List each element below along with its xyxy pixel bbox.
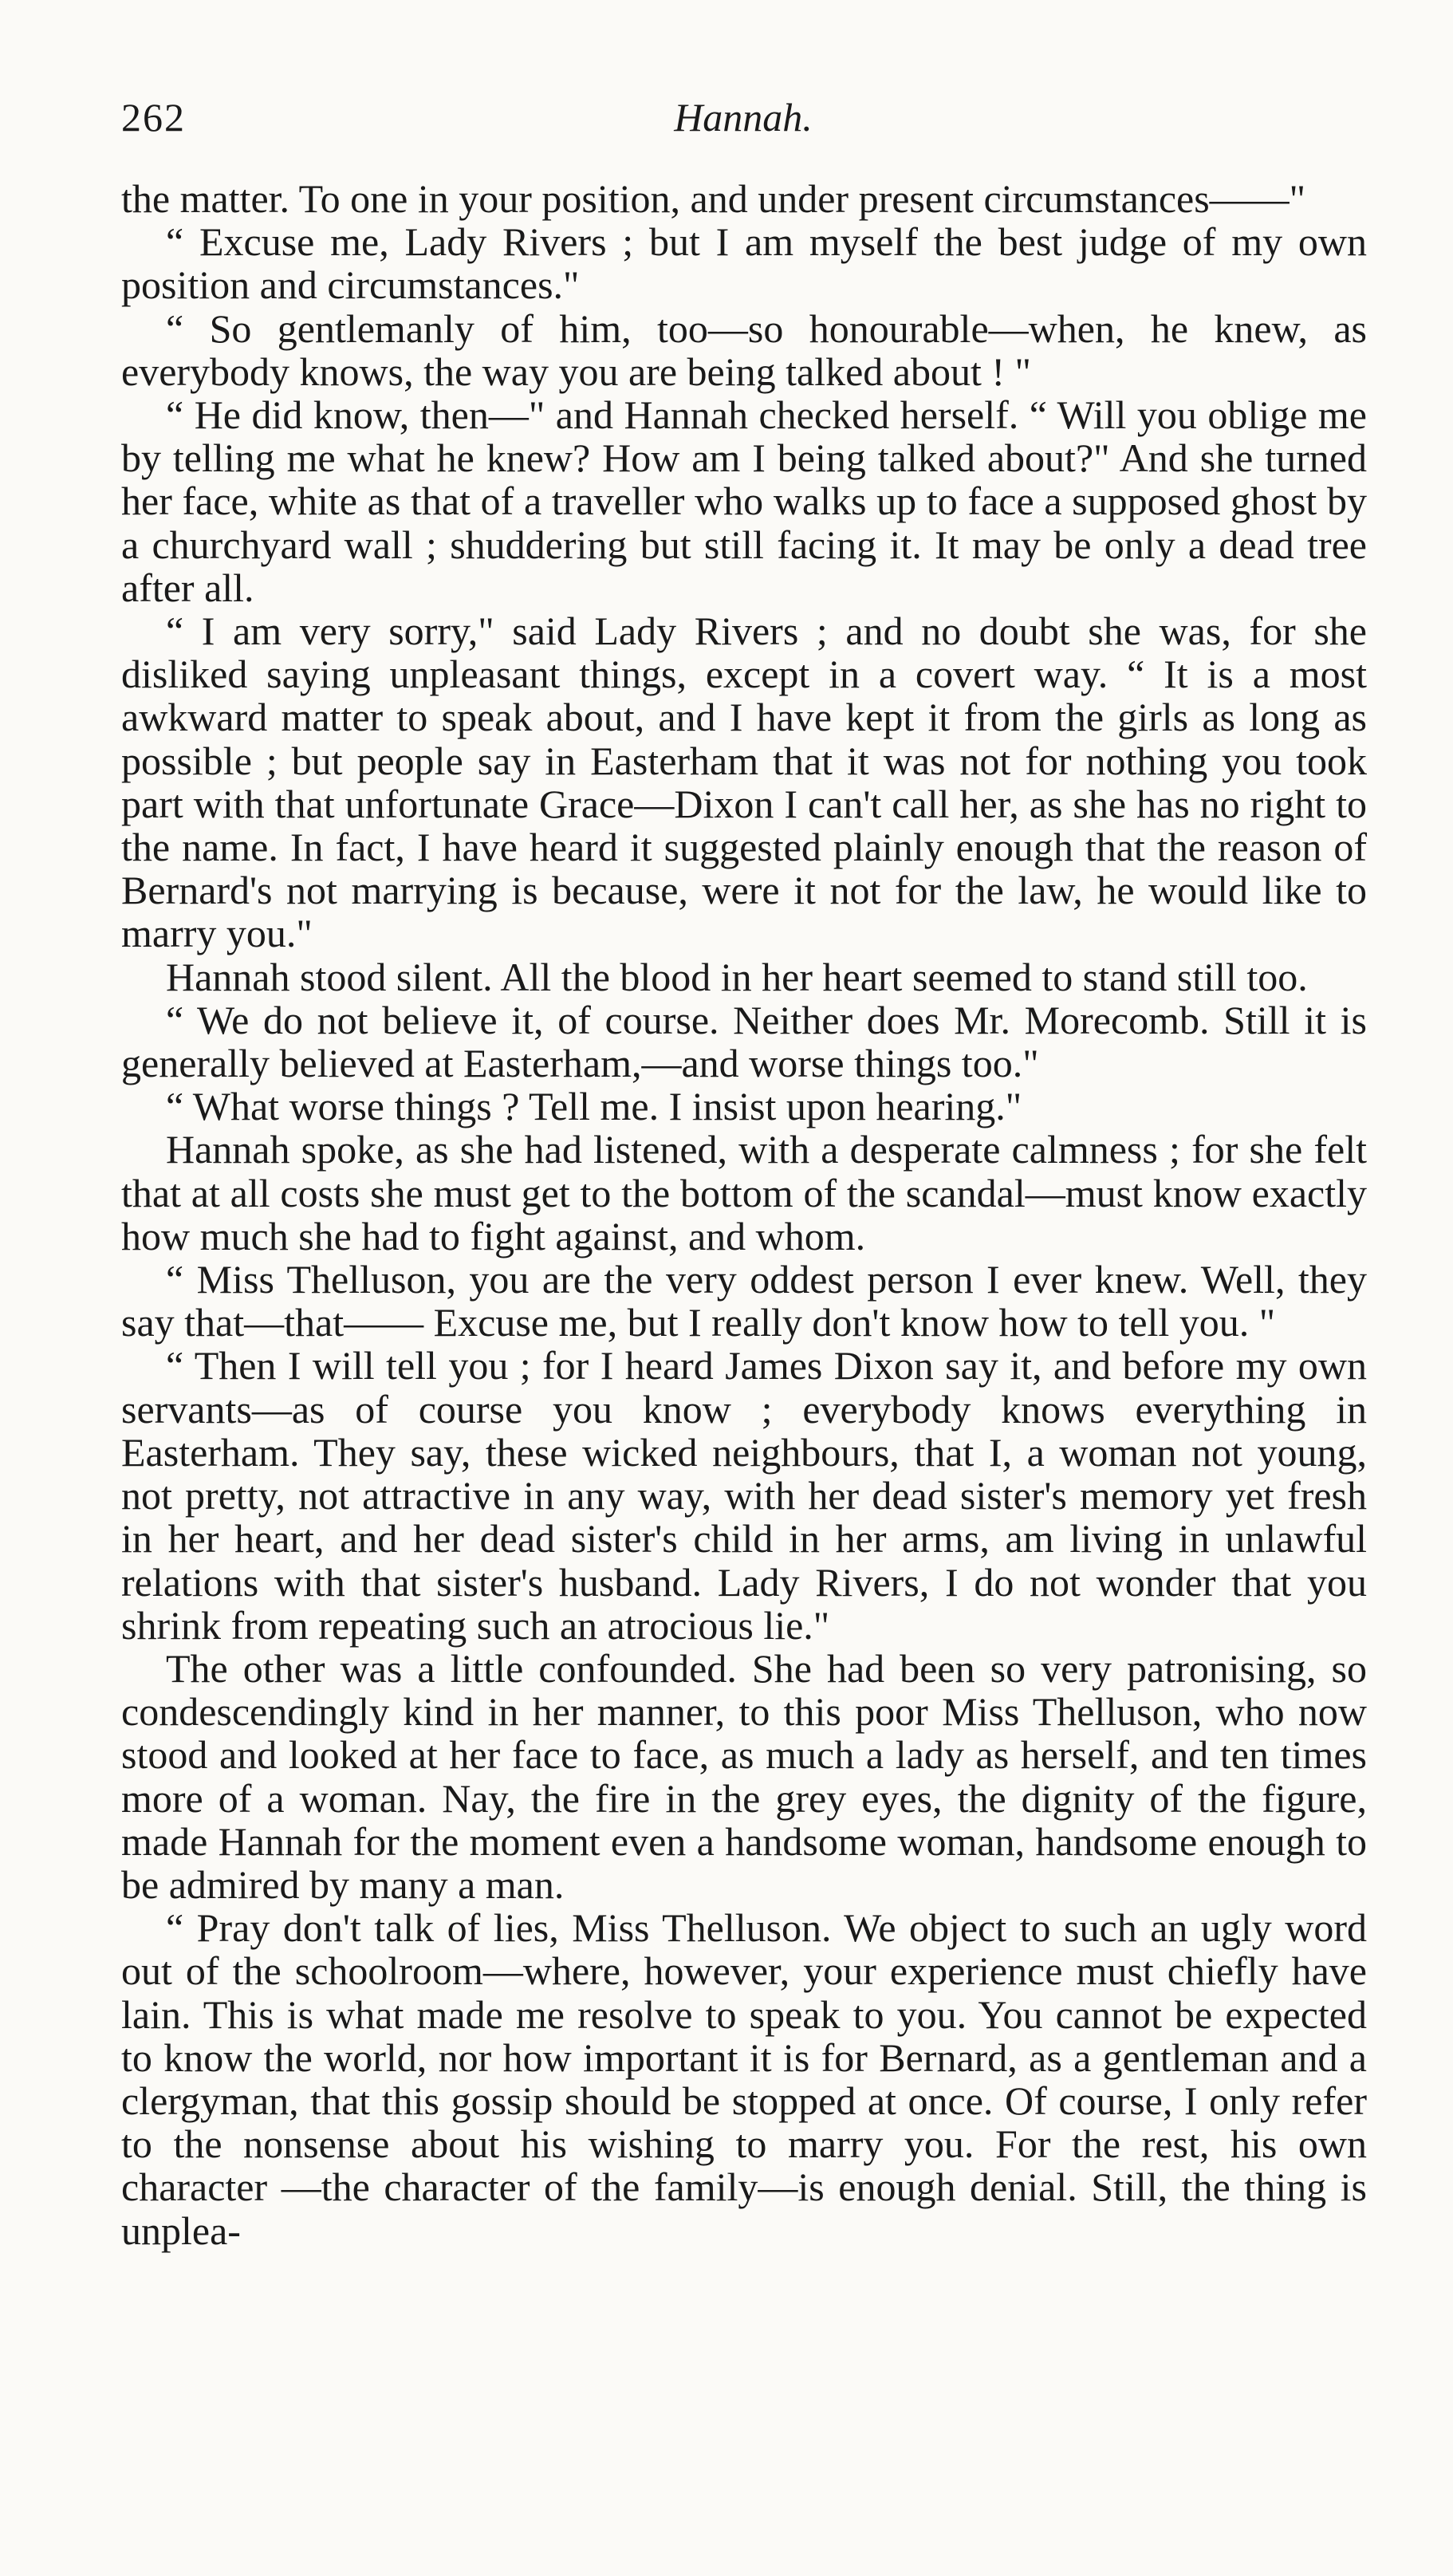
paragraph: “ He did know, then—" and Hannah checked herself. “ Will you oblige me by telling me what he knew? How am I being talked about?" And she turned her face, white as that of a traveller who walks up to face a supposed ghost by a churchyard wall ; shuddering but still facing it. It may be only a dead tree after all. bbox=[121, 392, 1367, 610]
paragraph: “ We do not believe it, of course. Neither does Mr. Morecomb. Still it is generally believed at Easterham,—and worse things too." bbox=[121, 997, 1367, 1086]
body-text bbox=[121, 177, 1367, 2252]
paragraph: “ So gentlemanly of him, too—so honourable—when, he knew, as everybody knows, the way you are being talked about ! " bbox=[121, 305, 1367, 394]
paragraph: “ Miss Thelluson, you are the very oddest person I ever knew. Well, they say that—that—— Excuse me, but I really don't know how to tell you. " bbox=[121, 1257, 1367, 1345]
paragraph: “ Pray don't talk of lies, Miss Thelluson. We object to such an ugly word out of the schoolroom—where, however, your experience must chiefly have lain. This is what made me resolve to speak to you. You cannot be expected to know the world, nor how important it is for Bernard, as a gentleman and a clergyman, that this gossip should be stopped at once. Of course, I only refer to the nonsense about his wishing to marry you. For the rest, his own character —the character of the family—is enough denial. Still, the thing is unplea- bbox=[121, 1905, 1367, 2253]
running-title: Hannah. bbox=[674, 95, 813, 140]
paragraph: Hannah spoke, as she had listened, with a desperate calmness ; for she felt that at all costs she must get to the bottom of the scandal—must know exactly how much she had to fight against, and whom. bbox=[121, 1127, 1367, 1258]
page-number: 262 bbox=[121, 95, 186, 140]
paragraph: “ I am very sorry," said Lady Rivers ; and no doubt she was, for she disliked saying unpleasant things, except in a covert way. “ It is a most awkward matter to speak about, and I have kept it from the girls as long as possible ; but people say in Easterham that it was not for nothing you took part with that unfortunate Grace—Dixon I can't call her, as she has no right to the name. In fact, I have heard it suggested plainly enough that the reason of Bernard's not marrying is because, were it not for the law, he would like to marry you." bbox=[121, 609, 1367, 956]
paragraph: Hannah stood silent. All the blood in her heart seemed to stand still too. bbox=[166, 954, 1308, 999]
paragraph: the matter. To one in your position, and under present circumstances——" bbox=[121, 176, 1306, 221]
paragraph: The other was a little confounded. She had been so very patronising, so condescendingly kind in her manner, to this poor Miss Thelluson, who now stood and looked at her face to face, as much a lady as herself, and ten times more of a woman. Nay, the fire in the grey eyes, the dignity of the figure, made Hannah for the moment even a handsome woman, handsome enough to be admired by many a man. bbox=[121, 1645, 1367, 1907]
page-header bbox=[121, 94, 1365, 150]
paragraph: “ Then I will tell you ; for I heard James Dixon say it, and before my own servants—as of course you know ; everybody knows everything in Easterham. They say, these wicked neighbours, that I, a woman not young, not pretty, not attractive in any way, with her dead sister's memory yet fresh in her heart, and her dead sister's child in her arms, am living in unlawful relations with that sister's husband. Lady Rivers, I do not wonder that you shrink from repeating such an atrocious lie." bbox=[121, 1343, 1367, 1648]
paragraph: “ Excuse me, Lady Rivers ; but I am myself the best judge of my own position and circumstances." bbox=[121, 219, 1367, 308]
paragraph: “ What worse things ? Tell me. I insist upon hearing." bbox=[166, 1084, 1022, 1129]
